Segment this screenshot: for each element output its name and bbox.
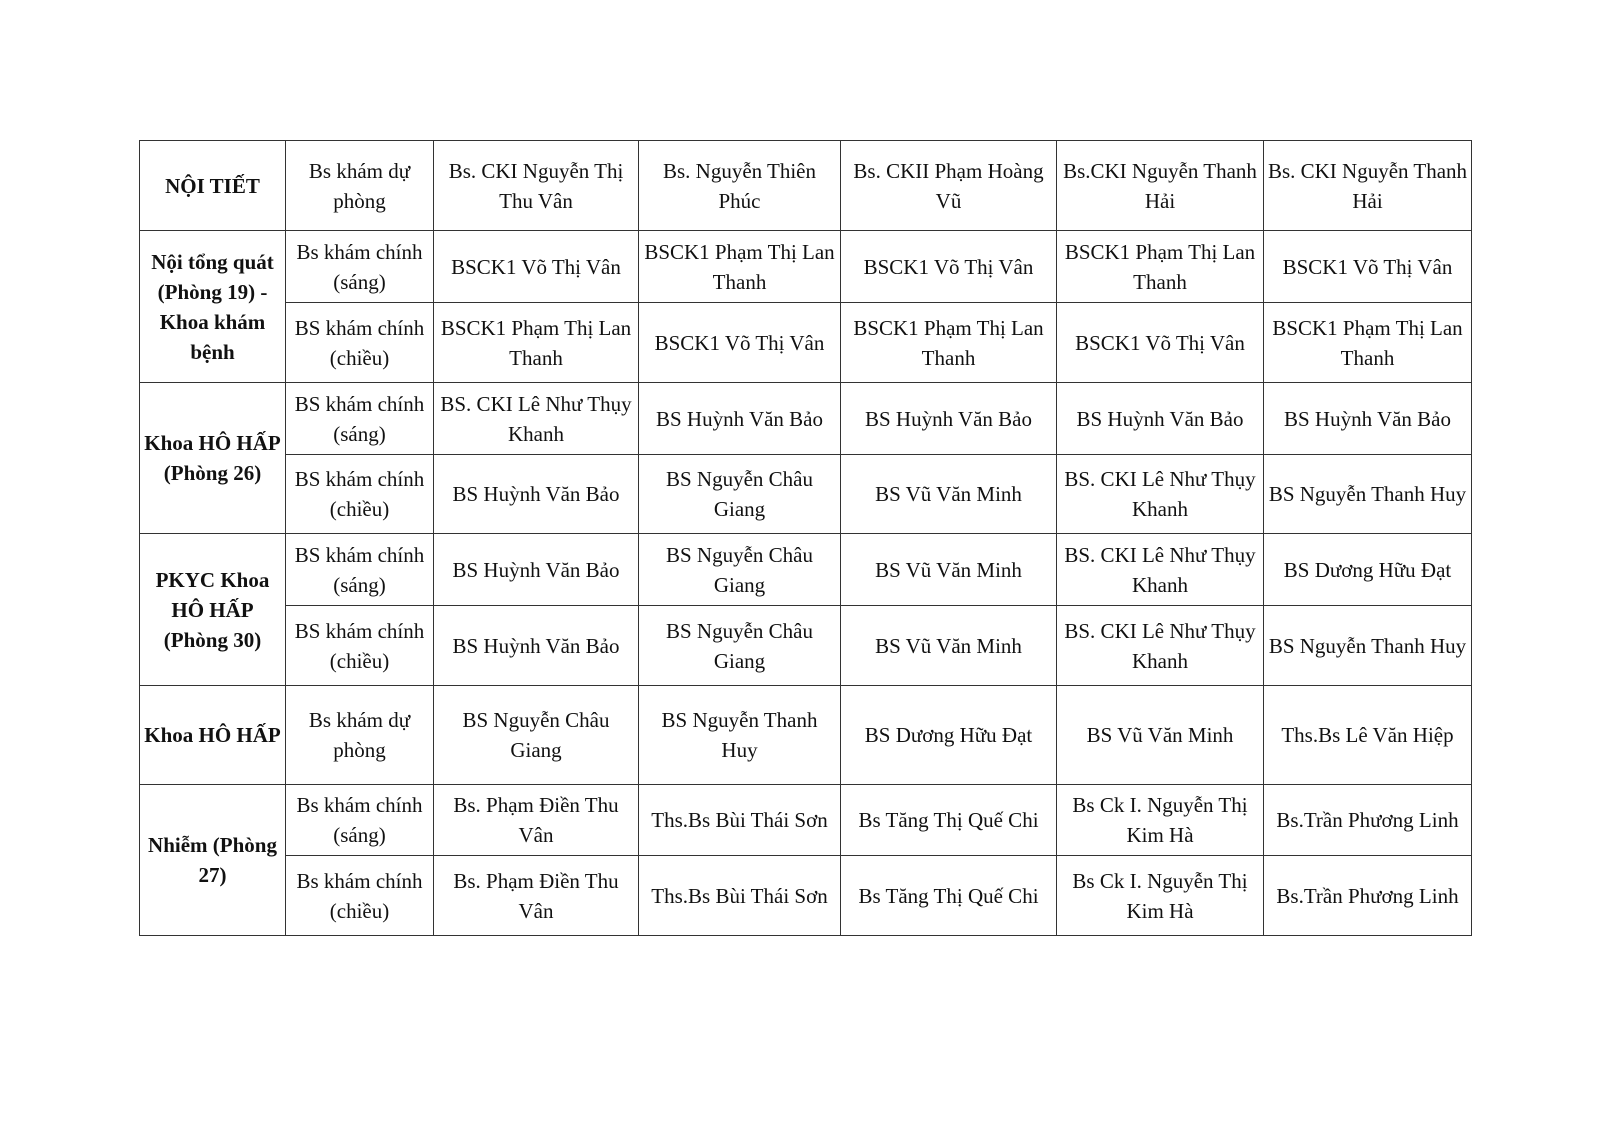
doctor-cell: BSCK1 Phạm Thị Lan Thanh: [639, 231, 841, 303]
doctor-cell: BS Huỳnh Văn Bảo: [434, 606, 639, 686]
doctor-cell: Ths.Bs Bùi Thái Sơn: [639, 785, 841, 856]
role-cell: Bs khám dự phòng: [286, 686, 434, 785]
department-cell: PKYC Khoa HÔ HẤP (Phòng 30): [140, 534, 286, 686]
doctor-cell: BS Nguyễn Thanh Huy: [639, 686, 841, 785]
doctor-cell: BS Nguyễn Thanh Huy: [1264, 606, 1472, 686]
doctor-cell: Bs. CKII Phạm Hoàng Vũ: [841, 141, 1057, 231]
role-cell: BS khám chính (chiều): [286, 303, 434, 383]
doctor-cell: BS Dương Hữu Đạt: [841, 686, 1057, 785]
doctor-cell: BS Vũ Văn Minh: [841, 455, 1057, 534]
department-cell: Nội tổng quát (Phòng 19) - Khoa khám bệnh: [140, 231, 286, 383]
table-row: [140, 686, 1472, 785]
doctor-schedule-table: [139, 140, 1472, 936]
department-cell: NỘI TIẾT: [140, 141, 286, 231]
doctor-cell: BSCK1 Võ Thị Vân: [1057, 303, 1264, 383]
table-row: [140, 455, 1472, 534]
role-cell: BS khám chính (chiều): [286, 606, 434, 686]
doctor-cell: BSCK1 Phạm Thị Lan Thanh: [434, 303, 639, 383]
table-row: [140, 785, 1472, 856]
doctor-cell: BS. CKI Lê Như Thụy Khanh: [434, 383, 639, 455]
role-cell: BS khám chính (chiều): [286, 455, 434, 534]
doctor-cell: BS Huỳnh Văn Bảo: [434, 534, 639, 606]
doctor-cell: Bs Ck I. Nguyễn Thị Kim Hà: [1057, 785, 1264, 856]
doctor-cell: Bs Tăng Thị Quế Chi: [841, 785, 1057, 856]
doctor-cell: BS Nguyễn Châu Giang: [639, 534, 841, 606]
table-row: [140, 606, 1472, 686]
role-cell: Bs khám chính (chiều): [286, 856, 434, 936]
doctor-cell: BSCK1 Phạm Thị Lan Thanh: [841, 303, 1057, 383]
role-cell: BS khám chính (sáng): [286, 383, 434, 455]
doctor-cell: Ths.Bs Bùi Thái Sơn: [639, 856, 841, 936]
department-cell: Khoa HÔ HẤP: [140, 686, 286, 785]
doctor-cell: BSCK1 Võ Thị Vân: [639, 303, 841, 383]
doctor-cell: BS. CKI Lê Như Thụy Khanh: [1057, 606, 1264, 686]
role-cell: Bs khám chính (sáng): [286, 231, 434, 303]
doctor-cell: Bs. Nguyễn Thiên Phúc: [639, 141, 841, 231]
doctor-cell: Bs Tăng Thị Quế Chi: [841, 856, 1057, 936]
doctor-cell: BSCK1 Võ Thị Vân: [1264, 231, 1472, 303]
doctor-cell: BS Huỳnh Văn Bảo: [841, 383, 1057, 455]
doctor-cell: BS. CKI Lê Như Thụy Khanh: [1057, 455, 1264, 534]
doctor-cell: BS. CKI Lê Như Thụy Khanh: [1057, 534, 1264, 606]
department-cell: Khoa HÔ HẤP (Phòng 26): [140, 383, 286, 534]
doctor-cell: Bs.Trần Phương Linh: [1264, 856, 1472, 936]
table-row: [140, 383, 1472, 455]
role-cell: Bs khám dự phòng: [286, 141, 434, 231]
table-row: [140, 141, 1472, 231]
role-cell: Bs khám chính (sáng): [286, 785, 434, 856]
doctor-cell: BS Nguyễn Thanh Huy: [1264, 455, 1472, 534]
doctor-cell: BS Nguyễn Châu Giang: [639, 606, 841, 686]
doctor-cell: Bs. Phạm Điền Thu Vân: [434, 856, 639, 936]
doctor-cell: BS Nguyễn Châu Giang: [639, 455, 841, 534]
doctor-cell: BSCK1 Phạm Thị Lan Thanh: [1057, 231, 1264, 303]
table-row: [140, 303, 1472, 383]
doctor-cell: BS Huỳnh Văn Bảo: [1057, 383, 1264, 455]
doctor-cell: Bs. Phạm Điền Thu Vân: [434, 785, 639, 856]
doctor-cell: BSCK1 Võ Thị Vân: [841, 231, 1057, 303]
doctor-cell: BS Vũ Văn Minh: [841, 534, 1057, 606]
department-cell: Nhiễm (Phòng 27): [140, 785, 286, 936]
role-cell: BS khám chính (sáng): [286, 534, 434, 606]
table-row: [140, 856, 1472, 936]
doctor-cell: Bs. CKI Nguyễn Thanh Hải: [1264, 141, 1472, 231]
doctor-cell: Bs.CKI Nguyễn Thanh Hải: [1057, 141, 1264, 231]
doctor-cell: BS Huỳnh Văn Bảo: [639, 383, 841, 455]
doctor-cell: BS Dương Hữu Đạt: [1264, 534, 1472, 606]
doctor-cell: BSCK1 Võ Thị Vân: [434, 231, 639, 303]
doctor-cell: BS Huỳnh Văn Bảo: [434, 455, 639, 534]
doctor-cell: BS Nguyễn Châu Giang: [434, 686, 639, 785]
doctor-cell: BS Huỳnh Văn Bảo: [1264, 383, 1472, 455]
doctor-cell: BSCK1 Phạm Thị Lan Thanh: [1264, 303, 1472, 383]
doctor-cell: BS Vũ Văn Minh: [1057, 686, 1264, 785]
doctor-cell: BS Vũ Văn Minh: [841, 606, 1057, 686]
table-row: [140, 534, 1472, 606]
table-row: [140, 231, 1472, 303]
doctor-cell: Bs.Trần Phương Linh: [1264, 785, 1472, 856]
doctor-cell: Bs Ck I. Nguyễn Thị Kim Hà: [1057, 856, 1264, 936]
doctor-cell: Ths.Bs Lê Văn Hiệp: [1264, 686, 1472, 785]
doctor-cell: Bs. CKI Nguyễn Thị Thu Vân: [434, 141, 639, 231]
